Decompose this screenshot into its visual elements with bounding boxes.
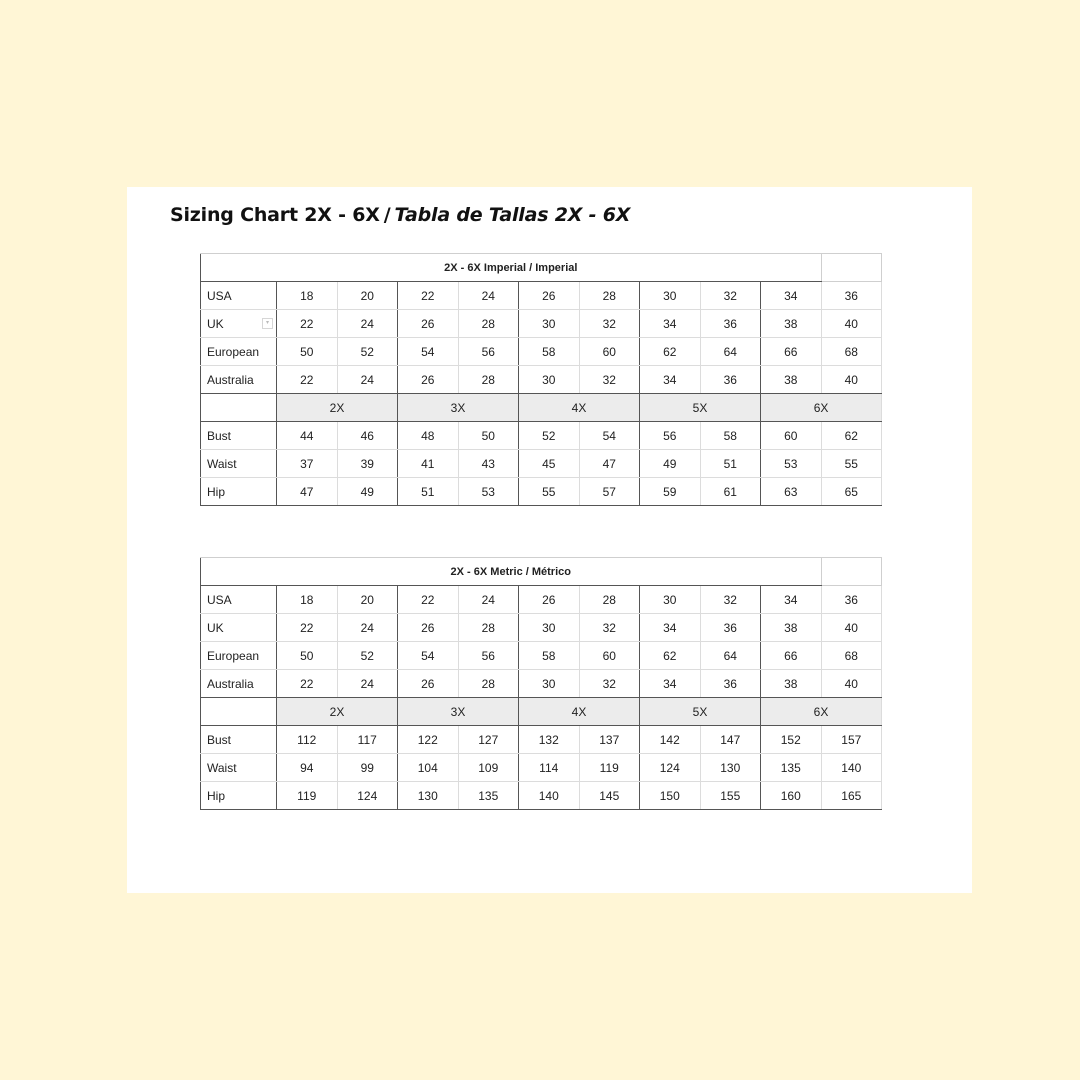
table-cell: 24 [337, 366, 398, 394]
table-cell: 46 [337, 422, 398, 450]
table-cell: 54 [398, 338, 459, 366]
table-cell: 53 [761, 450, 822, 478]
table-cell: 38 [761, 614, 822, 642]
table-row [201, 726, 882, 754]
table-cell: 130 [398, 782, 459, 810]
table-cell: 30 [640, 586, 701, 614]
table-cell: 22 [277, 310, 338, 338]
table-cell: 34 [640, 310, 701, 338]
table-cell: 132 [519, 726, 580, 754]
row-label: USA [201, 282, 277, 310]
table-cell: 54 [579, 422, 640, 450]
metric-size-table [200, 557, 882, 810]
size-group-row-label [201, 394, 277, 422]
size-group-label: 5X [640, 698, 761, 726]
table-cell: 40 [821, 310, 882, 338]
table-cell: 38 [761, 310, 822, 338]
table-cell: 104 [398, 754, 459, 782]
table-cell: 53 [458, 478, 519, 506]
table-cell: 50 [458, 422, 519, 450]
table-cell: 38 [761, 366, 822, 394]
size-group-label: 6X [761, 394, 882, 422]
table-row [201, 422, 882, 450]
table-row [201, 310, 882, 338]
table-cell: 127 [458, 726, 519, 754]
table-cell: 117 [337, 726, 398, 754]
table-cell: 24 [458, 586, 519, 614]
table-cell: 62 [640, 338, 701, 366]
table-cell: 22 [277, 366, 338, 394]
row-label: Waist [201, 754, 277, 782]
table-cell: 41 [398, 450, 459, 478]
table-cell: 61 [700, 478, 761, 506]
table-cell: 124 [640, 754, 701, 782]
row-label: Hip [201, 478, 277, 506]
size-group-label: 3X [398, 698, 519, 726]
table-cell: 57 [579, 478, 640, 506]
table-cell: 165 [821, 782, 882, 810]
table-cell: 65 [821, 478, 882, 506]
table-cell: 56 [458, 338, 519, 366]
table-cell: 64 [700, 642, 761, 670]
title-spanish: Tabla de Tallas 2X - 6X [394, 204, 631, 226]
row-label: Hip [201, 782, 277, 810]
table-row [201, 338, 882, 366]
table-row [201, 366, 882, 394]
table-cell: 59 [640, 478, 701, 506]
table-cell: 18 [277, 586, 338, 614]
size-chart-card [127, 187, 972, 893]
table-cell: 62 [821, 422, 882, 450]
size-group-label: 4X [519, 394, 640, 422]
table-cell: 50 [277, 642, 338, 670]
table-cell: 50 [277, 338, 338, 366]
table-cell: 60 [761, 422, 822, 450]
table-cell: 124 [337, 782, 398, 810]
table-cell: 34 [640, 614, 701, 642]
table-cell: 28 [579, 282, 640, 310]
imperial-size-table [200, 253, 882, 506]
table-heading: 2X - 6X Metric / Métrico [201, 558, 822, 586]
table-cell: 119 [579, 754, 640, 782]
table-cell: 37 [277, 450, 338, 478]
table-cell: 64 [700, 338, 761, 366]
table-cell: 32 [579, 614, 640, 642]
table-cell: 140 [821, 754, 882, 782]
row-label: European [201, 338, 277, 366]
row-label: UK ▾ [201, 310, 277, 338]
table-cell: 24 [458, 282, 519, 310]
table-heading-row [201, 558, 882, 586]
row-label: Australia [201, 366, 277, 394]
size-group-label: 2X [277, 698, 398, 726]
table-cell: 32 [579, 310, 640, 338]
table-cell: 26 [398, 614, 459, 642]
table-cell: 34 [761, 282, 822, 310]
row-label: UK [201, 614, 277, 642]
table-heading-spacer [821, 254, 882, 282]
table-cell: 18 [277, 282, 338, 310]
title-english: Sizing Chart 2X - 6X [170, 204, 380, 226]
table-cell: 22 [277, 670, 338, 698]
table-cell: 51 [398, 478, 459, 506]
table-cell: 56 [458, 642, 519, 670]
row-label: Bust [201, 726, 277, 754]
table-cell: 49 [337, 478, 398, 506]
size-group-row [201, 698, 882, 726]
table-cell: 28 [458, 614, 519, 642]
table-cell: 28 [458, 670, 519, 698]
table-cell: 58 [700, 422, 761, 450]
table-cell: 140 [519, 782, 580, 810]
table-cell: 152 [761, 726, 822, 754]
table-cell: 66 [761, 642, 822, 670]
row-label: Australia [201, 670, 277, 698]
table-cell: 58 [519, 642, 580, 670]
row-label: Waist [201, 450, 277, 478]
size-group-label: 5X [640, 394, 761, 422]
table-cell: 34 [761, 586, 822, 614]
table-cell: 36 [821, 586, 882, 614]
row-label: USA [201, 586, 277, 614]
table-cell: 26 [398, 366, 459, 394]
table-cell: 51 [700, 450, 761, 478]
table-cell: 45 [519, 450, 580, 478]
table-cell: 26 [519, 586, 580, 614]
table-cell: 32 [579, 670, 640, 698]
table-cell: 47 [277, 478, 338, 506]
table-cell: 28 [458, 310, 519, 338]
table-cell: 112 [277, 726, 338, 754]
table-row [201, 670, 882, 698]
table-cell: 43 [458, 450, 519, 478]
table-heading-spacer [821, 558, 882, 586]
row-label: European [201, 642, 277, 670]
table-cell: 94 [277, 754, 338, 782]
table-row [201, 478, 882, 506]
table-cell: 49 [640, 450, 701, 478]
table-cell: 135 [458, 782, 519, 810]
table-heading-row [201, 254, 882, 282]
table-cell: 60 [579, 642, 640, 670]
table-cell: 30 [519, 310, 580, 338]
table-cell: 32 [579, 366, 640, 394]
table-cell: 109 [458, 754, 519, 782]
table-cell: 24 [337, 614, 398, 642]
table-cell: 36 [700, 670, 761, 698]
table-cell: 55 [519, 478, 580, 506]
table-cell: 40 [821, 614, 882, 642]
table-cell: 36 [821, 282, 882, 310]
table-cell: 55 [821, 450, 882, 478]
table-cell: 36 [700, 614, 761, 642]
table-cell: 34 [640, 670, 701, 698]
table-cell: 22 [398, 586, 459, 614]
table-cell: 52 [519, 422, 580, 450]
table-cell: 60 [579, 338, 640, 366]
table-cell: 26 [398, 670, 459, 698]
table-cell: 122 [398, 726, 459, 754]
table-cell: 40 [821, 366, 882, 394]
table-cell: 32 [700, 282, 761, 310]
table-cell: 52 [337, 642, 398, 670]
table-cell: 62 [640, 642, 701, 670]
title-separator: / [383, 204, 391, 226]
table-cell: 34 [640, 366, 701, 394]
table-cell: 142 [640, 726, 701, 754]
table-cell: 20 [337, 282, 398, 310]
table-row [201, 586, 882, 614]
table-cell: 30 [640, 282, 701, 310]
table-row [201, 614, 882, 642]
size-group-label: 3X [398, 394, 519, 422]
table-cell: 30 [519, 366, 580, 394]
table-cell: 24 [337, 310, 398, 338]
table-row [201, 754, 882, 782]
table-cell: 68 [821, 338, 882, 366]
table-row [201, 282, 882, 310]
table-cell: 68 [821, 642, 882, 670]
table-cell: 36 [700, 310, 761, 338]
table-cell: 58 [519, 338, 580, 366]
table-cell: 157 [821, 726, 882, 754]
table-cell: 22 [398, 282, 459, 310]
table-cell: 155 [700, 782, 761, 810]
table-cell: 150 [640, 782, 701, 810]
table-cell: 28 [458, 366, 519, 394]
table-cell: 30 [519, 670, 580, 698]
table-row [201, 450, 882, 478]
table-cell: 119 [277, 782, 338, 810]
table-cell: 56 [640, 422, 701, 450]
table-row [201, 782, 882, 810]
table-cell: 135 [761, 754, 822, 782]
size-group-row-label [201, 698, 277, 726]
table-cell: 48 [398, 422, 459, 450]
size-group-label: 6X [761, 698, 882, 726]
table-cell: 63 [761, 478, 822, 506]
table-cell: 26 [519, 282, 580, 310]
table-row [201, 642, 882, 670]
table-cell: 130 [700, 754, 761, 782]
table-cell: 30 [519, 614, 580, 642]
table-cell: 22 [277, 614, 338, 642]
table-cell: 26 [398, 310, 459, 338]
row-label: Bust [201, 422, 277, 450]
table-cell: 145 [579, 782, 640, 810]
table-cell: 47 [579, 450, 640, 478]
table-heading: 2X - 6X Imperial / Imperial [201, 254, 822, 282]
table-cell: 44 [277, 422, 338, 450]
table-cell: 36 [700, 366, 761, 394]
table-cell: 28 [579, 586, 640, 614]
size-group-label: 2X [277, 394, 398, 422]
table-cell: 32 [700, 586, 761, 614]
table-cell: 137 [579, 726, 640, 754]
table-cell: 52 [337, 338, 398, 366]
table-cell: 160 [761, 782, 822, 810]
table-cell: 66 [761, 338, 822, 366]
table-cell: 24 [337, 670, 398, 698]
page-title [170, 204, 630, 226]
table-cell: 99 [337, 754, 398, 782]
table-cell: 54 [398, 642, 459, 670]
size-group-label: 4X [519, 698, 640, 726]
table-cell: 147 [700, 726, 761, 754]
table-cell: 40 [821, 670, 882, 698]
filter-dropdown-icon[interactable]: ▾ [262, 318, 273, 329]
size-group-row [201, 394, 882, 422]
table-cell: 114 [519, 754, 580, 782]
table-cell: 39 [337, 450, 398, 478]
table-cell: 38 [761, 670, 822, 698]
table-cell: 20 [337, 586, 398, 614]
